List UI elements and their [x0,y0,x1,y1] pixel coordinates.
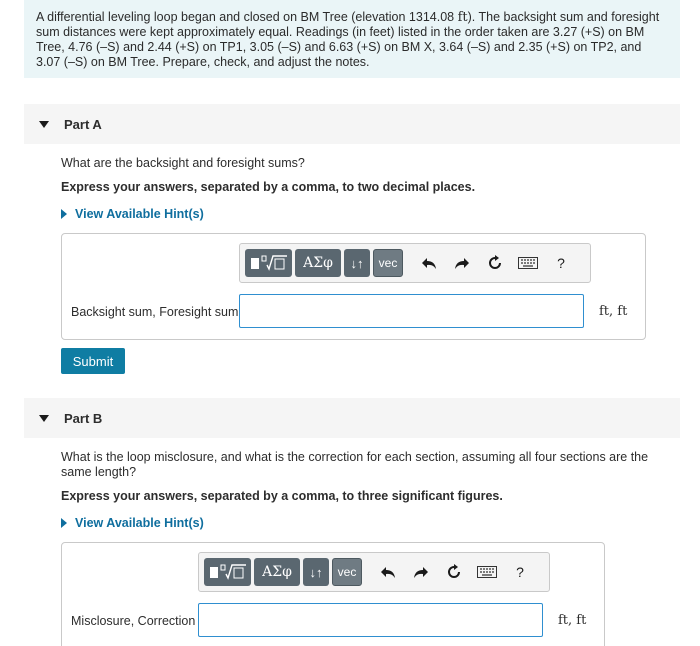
part-a-field-label: Backsight sum, Foresight sum [71,305,239,319]
part-a-question: What are the backsight and foresight sums? [61,156,305,170]
keyboard-button[interactable] [472,558,502,586]
expand-triangle-icon [61,209,67,219]
submit-label: Submit [72,353,114,369]
collapse-caret-icon[interactable] [39,415,49,422]
templates-button[interactable] [204,558,251,586]
sort-arrows-label: ↓↑ [309,564,323,580]
undo-button[interactable] [414,249,444,277]
expand-triangle-icon [61,518,67,528]
reset-button[interactable] [480,249,510,277]
problem-text-1: A differential leveling loop began and closed on BM Tree (elevation 1314.08 [36,10,458,24]
subscript-superscript-button[interactable] [344,249,370,277]
help-icon: ? [557,255,565,271]
undo-icon [380,565,396,579]
templates-icon [249,253,289,273]
help-button[interactable] [546,249,576,277]
redo-icon [454,256,470,270]
part-b-answer-input[interactable] [198,603,543,637]
part-a-math-toolbar [239,243,591,283]
templates-icon [208,562,248,582]
reset-icon [487,255,503,271]
redo-button[interactable] [447,249,477,277]
greek-symbols-button[interactable] [295,249,341,277]
subscript-superscript-button[interactable] [303,558,329,586]
part-a-title: Part A [64,116,102,132]
vector-button[interactable] [373,249,403,277]
part-b-math-toolbar [198,552,550,592]
vec-label: vec [378,256,398,270]
problem-text-2: ). The backsight sum and foresight sum distances were kept approximately equal. Readings (in feet) listed in the order taken are 3.27 (+S) on BM Tree, 4.76 (–S) and 2.44 (+S) on TP1, 3.05 (–S) and 6.63 (+S) on BM X, 3.64 (–S) and 2.35 (+S) on TP2, and 3.07 (–S) on BM Tree. Prepare, check, and adjust the notes. [36,10,660,69]
problem-statement [24,0,680,78]
reset-button[interactable] [439,558,469,586]
help-icon: ? [516,564,524,580]
keyboard-icon [518,257,538,269]
part-b-instructions: Express your answers, separated by a comma, to three significant figures. [61,489,503,503]
part-a-answer-input[interactable] [239,294,584,328]
keyboard-button[interactable] [513,249,543,277]
templates-button[interactable] [245,249,292,277]
greek-symbols-label: ΑΣφ [262,564,292,580]
keyboard-icon [477,566,497,578]
greek-symbols-button[interactable] [254,558,300,586]
part-b-hint-label: View Available Hint(s) [75,516,204,530]
undo-icon [421,256,437,270]
reset-icon [446,564,462,580]
part-b-field-label: Misclosure, Correction [71,614,196,628]
vector-button[interactable] [332,558,362,586]
part-a-instructions: Express your answers, separated by a comma, to two decimal places. [61,180,476,194]
vec-label: vec [337,565,357,579]
part-a-units: ft, ft [599,304,628,319]
collapse-caret-icon[interactable] [39,121,49,128]
redo-icon [413,565,429,579]
part-b-header[interactable] [24,398,680,438]
part-a-header[interactable] [24,104,680,144]
help-button[interactable] [505,558,535,586]
submit-button[interactable] [61,348,125,374]
greek-symbols-label: ΑΣφ [303,255,333,271]
redo-button[interactable] [406,558,436,586]
part-b-hint-link[interactable] [61,516,204,530]
problem-unit: ft [457,10,468,25]
part-b-title: Part B [64,410,103,426]
part-b-question: What is the loop misclosure, and what is the correction for each section, assuming all four sections are the same length? [61,450,649,479]
part-b-units: ft, ft [558,613,587,628]
part-a-hint-label: View Available Hint(s) [75,207,204,221]
undo-button[interactable] [373,558,403,586]
sort-arrows-label: ↓↑ [350,255,364,271]
part-a-hint-link[interactable] [61,207,204,221]
